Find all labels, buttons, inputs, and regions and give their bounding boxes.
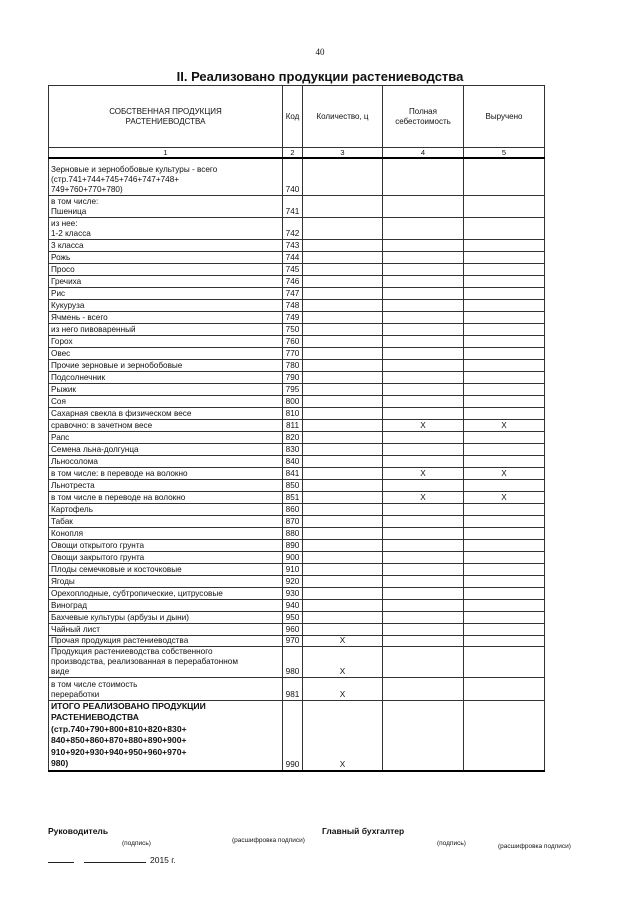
table-row [49,467,545,479]
row-revenue [464,335,545,347]
table-row [49,599,545,611]
row-code: 890 [283,539,303,551]
row-full-cost [383,527,464,539]
section-title: II. Реализовано продукции растениеводства [176,69,464,84]
row-revenue [464,623,545,635]
header-full-cost: Полная себестоимость [383,86,464,148]
row-name: Гречиха [49,275,283,287]
row-code: 981 [283,677,303,700]
row-revenue [464,539,545,551]
row-name: из нее: 1-2 класса [49,217,283,239]
row-full-cost [383,299,464,311]
row-revenue [464,263,545,275]
table-row [49,677,545,700]
row-quantity [303,347,383,359]
row-name: Продукция растениеводства собственного производства, реализованная в перерабатонном виде [49,646,283,677]
row-revenue [464,251,545,263]
row-name: Подсолнечник [49,371,283,383]
row-quantity [303,467,383,479]
row-code: 741 [283,195,303,217]
row-revenue [464,587,545,599]
row-name: ИТОГО РЕАЛИЗОВАНО ПРОДУКЦИИ РАСТЕНИЕВОДСТВА (стр.740+790+800+810+820+830+ 840+850+860+870+880+890+900+ 910+920+930+940+950+960+970+ 980) [49,700,283,771]
row-code: 795 [283,383,303,395]
row-name: Льносолома [49,455,283,467]
table-row [49,575,545,587]
row-quantity [303,431,383,443]
row-name: Рис [49,287,283,299]
row-revenue [464,239,545,251]
row-code: 970 [283,635,303,646]
row-full-cost [383,275,464,287]
row-name: Ягоды [49,575,283,587]
row-quantity: X [303,700,383,771]
row-code: 760 [283,335,303,347]
row-quantity: X [303,635,383,646]
row-code: 830 [283,443,303,455]
row-name: Горох [49,335,283,347]
row-revenue [464,563,545,575]
row-name: Орехоплодные, субтропические, цитрусовые [49,587,283,599]
row-quantity [303,551,383,563]
table-row [49,407,545,419]
row-name: Кукуруза [49,299,283,311]
table-row [49,646,545,677]
table-row [49,479,545,491]
row-code: 750 [283,323,303,335]
row-quantity [303,371,383,383]
row-revenue [464,646,545,677]
row-full-cost [383,371,464,383]
row-full-cost: X [383,467,464,479]
head-signature-caption: (подпись) [122,840,151,847]
table-row [49,395,545,407]
row-full-cost [383,539,464,551]
row-full-cost [383,287,464,299]
row-revenue [464,158,545,195]
row-full-cost [383,239,464,251]
row-quantity [303,455,383,467]
row-revenue: X [464,491,545,503]
row-name: Конопля [49,527,283,539]
row-full-cost [383,677,464,700]
row-quantity: X [303,646,383,677]
row-code: 880 [283,527,303,539]
row-quantity [303,419,383,431]
row-revenue [464,700,545,771]
row-code: 743 [283,239,303,251]
row-revenue [464,407,545,419]
row-code: 744 [283,251,303,263]
row-quantity [303,287,383,299]
table-row [49,347,545,359]
row-code: 745 [283,263,303,275]
table-row [49,158,545,195]
accountant-signature-caption: (подпись) [437,840,466,847]
row-full-cost [383,700,464,771]
row-revenue [464,611,545,623]
row-code: 746 [283,275,303,287]
header-quantity: Количество, ц [303,86,383,148]
row-name: Плоды семечковые и косточковые [49,563,283,575]
row-code: 748 [283,299,303,311]
row-revenue [464,323,545,335]
row-full-cost: X [383,419,464,431]
row-name: Рапс [49,431,283,443]
row-code: 930 [283,587,303,599]
table-row [49,239,545,251]
row-full-cost [383,431,464,443]
row-quantity [303,539,383,551]
table-row [49,323,545,335]
row-name: Табак [49,515,283,527]
table-row [49,383,545,395]
row-quantity [303,443,383,455]
row-revenue [464,575,545,587]
header-revenue: Выручено [464,86,545,148]
row-quantity [303,527,383,539]
row-revenue [464,347,545,359]
row-name: в том числе: Пшеница [49,195,283,217]
row-revenue [464,371,545,383]
row-full-cost [383,515,464,527]
table-row [49,431,545,443]
row-full-cost [383,335,464,347]
row-revenue [464,299,545,311]
row-code: 940 [283,599,303,611]
row-name: Соя [49,395,283,407]
row-full-cost [383,217,464,239]
table-row [49,419,545,431]
table-row [49,503,545,515]
table-row [49,371,545,383]
table-row [49,287,545,299]
row-code: 950 [283,611,303,623]
row-quantity [303,299,383,311]
row-name: 3 класса [49,239,283,251]
row-name: Картофель [49,503,283,515]
row-full-cost [383,395,464,407]
table-row [49,515,545,527]
row-code: 851 [283,491,303,503]
head-decoding-caption: (расшифровка подписи) [232,837,305,844]
row-full-cost [383,443,464,455]
row-full-cost [383,195,464,217]
row-revenue [464,217,545,239]
row-name: Бахчевые культуры (арбузы и дыни) [49,611,283,623]
row-full-cost [383,611,464,623]
row-code: 840 [283,455,303,467]
row-full-cost [383,407,464,419]
row-quantity [303,623,383,635]
date-day-line [48,862,74,863]
row-full-cost [383,359,464,371]
header-code: Код [283,86,303,148]
row-full-cost [383,503,464,515]
table-row [49,587,545,599]
row-quantity [303,515,383,527]
row-quantity: X [303,677,383,700]
row-name: Овощи закрытого грунта [49,551,283,563]
row-name: Ячмень - всего [49,311,283,323]
row-revenue: X [464,419,545,431]
row-revenue [464,443,545,455]
row-name: Чайный лист [49,623,283,635]
row-full-cost [383,635,464,646]
row-quantity [303,503,383,515]
row-quantity [303,479,383,491]
row-code: 800 [283,395,303,407]
row-revenue: X [464,467,545,479]
row-revenue [464,527,545,539]
row-name: сравочно: в зачетном весе [49,419,283,431]
row-name: Овес [49,347,283,359]
page-number: 40 [315,47,325,57]
row-quantity [303,275,383,287]
row-code: 900 [283,551,303,563]
row-code: 811 [283,419,303,431]
row-name: Овощи открытого грунта [49,539,283,551]
table-row [49,275,545,287]
row-quantity [303,407,383,419]
row-revenue [464,359,545,371]
row-code: 749 [283,311,303,323]
row-name: Зерновые и зернобобовые культуры - всего (стр.741+744+745+746+747+748+ 749+760+770+780) [49,158,283,195]
header-product: СОБСТВЕННАЯ ПРОДУКЦИЯ РАСТЕНИЕВОДСТВА [49,86,283,148]
row-code: 990 [283,700,303,771]
row-full-cost [383,646,464,677]
date-month-line [84,862,146,863]
row-quantity [303,158,383,195]
row-name: Виноград [49,599,283,611]
head-label: Руководитель [48,826,109,836]
row-code: 820 [283,431,303,443]
row-revenue [464,395,545,407]
row-quantity [303,563,383,575]
row-full-cost [383,587,464,599]
row-code: 780 [283,359,303,371]
row-quantity [303,395,383,407]
row-full-cost [383,383,464,395]
row-code: 960 [283,623,303,635]
accountant-decoding-caption: (расшифровка подписи) [498,843,571,850]
table-row [49,443,545,455]
row-quantity [303,335,383,347]
row-quantity [303,575,383,587]
table-row [49,217,545,239]
row-quantity [303,599,383,611]
row-code: 910 [283,563,303,575]
row-quantity [303,383,383,395]
row-full-cost [383,551,464,563]
row-name: в том числе в переводе на волокно [49,491,283,503]
row-quantity [303,311,383,323]
table-row [49,551,545,563]
row-name: из него пивоваренный [49,323,283,335]
row-name: Прочая продукция растениеводства [49,635,283,646]
row-revenue [464,635,545,646]
row-name: Семена льна-долгунца [49,443,283,455]
row-quantity [303,251,383,263]
row-full-cost [383,311,464,323]
row-full-cost [383,263,464,275]
table-row [49,527,545,539]
row-name: Прочие зерновые и зернобобовые [49,359,283,371]
row-revenue [464,503,545,515]
row-full-cost [383,575,464,587]
table-row [49,563,545,575]
table-row [49,491,545,503]
row-code: 790 [283,371,303,383]
row-full-cost: X [383,491,464,503]
row-code: 980 [283,646,303,677]
chief-accountant-label: Главный бухгалтер [322,826,405,836]
table-row [49,611,545,623]
row-revenue [464,383,545,395]
row-revenue [464,455,545,467]
table-row [49,263,545,275]
table-row [49,195,545,217]
row-code: 810 [283,407,303,419]
row-name: Сахарная свекла в физическом весе [49,407,283,419]
table-row [49,635,545,646]
column-number: 1 [49,148,283,159]
row-code: 860 [283,503,303,515]
row-code: 742 [283,217,303,239]
row-full-cost [383,623,464,635]
row-quantity [303,611,383,623]
table-row [49,700,545,771]
row-revenue [464,287,545,299]
row-quantity [303,491,383,503]
row-quantity [303,359,383,371]
row-quantity [303,323,383,335]
row-revenue [464,515,545,527]
table-row [49,299,545,311]
row-quantity [303,263,383,275]
table-row [49,251,545,263]
column-number: 5 [464,148,545,159]
column-number: 2 [283,148,303,159]
row-revenue [464,599,545,611]
row-full-cost [383,599,464,611]
row-name: Просо [49,263,283,275]
table-row [49,359,545,371]
row-code: 920 [283,575,303,587]
row-code: 870 [283,515,303,527]
row-full-cost [383,455,464,467]
table-row [49,455,545,467]
row-full-cost [383,323,464,335]
row-full-cost [383,251,464,263]
table-row [49,311,545,323]
row-code: 841 [283,467,303,479]
sales-table [48,85,545,772]
date-year: 2015 г. [150,855,176,865]
row-quantity [303,587,383,599]
row-revenue [464,311,545,323]
row-name: Рожь [49,251,283,263]
row-full-cost [383,347,464,359]
row-revenue [464,195,545,217]
row-code: 740 [283,158,303,195]
table-row [49,335,545,347]
row-code: 747 [283,287,303,299]
row-revenue [464,677,545,700]
row-name: в том числе стоимость переработки [49,677,283,700]
row-quantity [303,239,383,251]
row-name: Рыжик [49,383,283,395]
table-row [49,539,545,551]
row-code: 850 [283,479,303,491]
table-row [49,623,545,635]
row-quantity [303,217,383,239]
row-name: Льнотреста [49,479,283,491]
column-number: 3 [303,148,383,159]
row-code: 770 [283,347,303,359]
row-revenue [464,431,545,443]
row-name: в том числе: в переводе на волокно [49,467,283,479]
row-revenue [464,275,545,287]
row-quantity [303,195,383,217]
row-full-cost [383,158,464,195]
row-full-cost [383,563,464,575]
column-number: 4 [383,148,464,159]
row-revenue [464,551,545,563]
row-full-cost [383,479,464,491]
row-revenue [464,479,545,491]
